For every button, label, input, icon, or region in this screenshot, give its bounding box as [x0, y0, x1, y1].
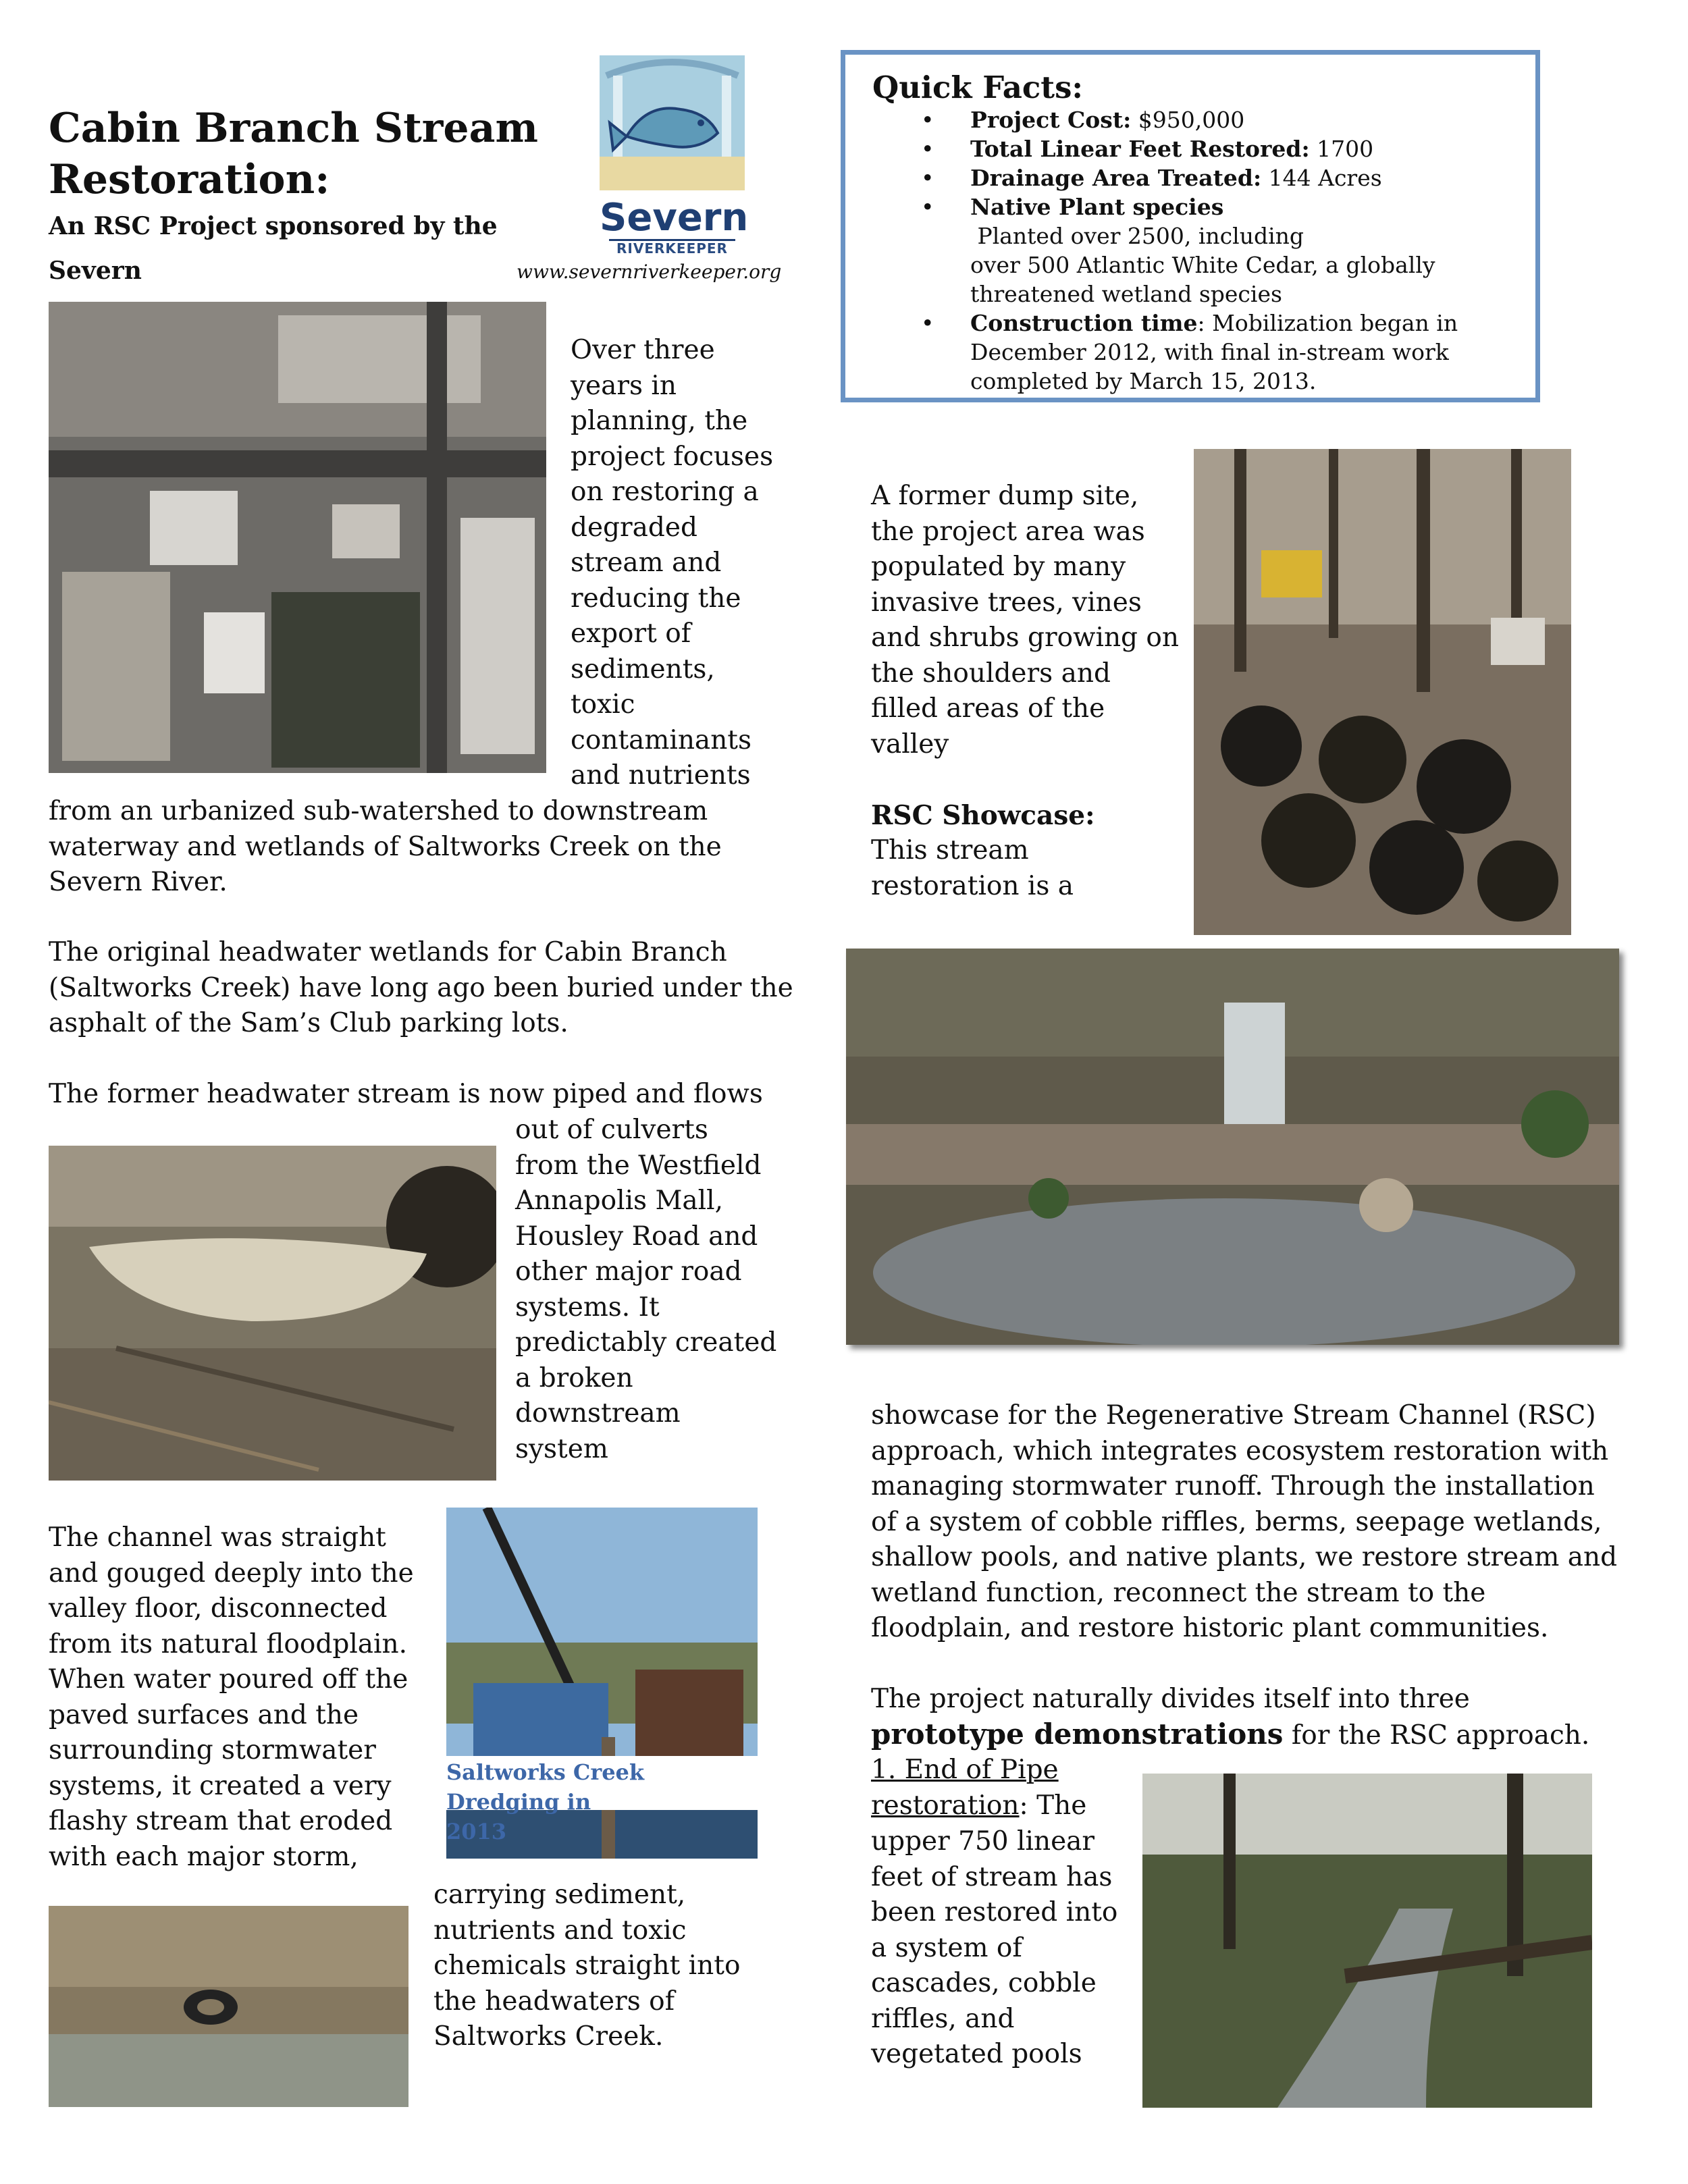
- end-of-pipe-line: vegetated pools: [871, 2039, 1082, 2069]
- channel-paragraph-continued: [433, 1877, 740, 2055]
- bullet-icon: •: [921, 194, 934, 220]
- caption-line: Saltworks Creek Dredging in: [446, 1759, 645, 1815]
- showcase-cont-line: shallow pools, and native plants, we restore stream and: [871, 1542, 1618, 1572]
- end-of-pipe-tail: : The: [1019, 1790, 1087, 1821]
- quick-fact-label: Native Plant species: [970, 194, 1224, 220]
- end-of-pipe-heading: [871, 1753, 1086, 1823]
- quick-facts-title: Quick Facts:: [872, 70, 1084, 105]
- showcase-cont-line: wetland function, reconnect the stream to the: [871, 1577, 1486, 1608]
- subtitle-line-1: An RSC Project sponsored by the Severn: [49, 212, 498, 285]
- bullet-icon: •: [921, 165, 934, 191]
- intro-cont-line: from an urbanized sub-watershed to downstream: [49, 796, 708, 826]
- intro-cont-line: waterway and wetlands of Saltworks Creek on the: [49, 831, 722, 862]
- end-of-pipe-paragraph: [871, 1824, 1117, 2073]
- intro-paragraph-continued: [49, 794, 722, 901]
- channel-line: paved surfaces and the: [49, 1699, 359, 1730]
- piped-stream-line: out of culverts: [515, 1115, 708, 1145]
- dump-site-line: invasive trees, vines: [871, 587, 1142, 618]
- intro-line: contaminants: [571, 724, 751, 755]
- prototype-tail: for the RSC approach.: [1283, 1720, 1590, 1751]
- showcase-cont-line: floodplain, and restore historic plant communities.: [871, 1613, 1549, 1643]
- showcase-cont-line: of a system of cobble riffles, berms, seepage wetlands,: [871, 1506, 1602, 1537]
- restored-stream-photo: [846, 949, 1619, 1345]
- bullet-icon: •: [921, 136, 934, 162]
- quick-fact-value: completed by March 15, 2013.: [970, 368, 1317, 394]
- piped-stream-line: from the Westfield: [515, 1150, 762, 1181]
- intro-line: toxic: [571, 689, 635, 720]
- channel-line: surrounding stormwater: [49, 1735, 376, 1765]
- intro-line: planning, the: [571, 406, 748, 436]
- showcase-cont-line: showcase for the Regenerative Stream Channel (RSC): [871, 1400, 1596, 1431]
- quick-fact-value: $950,000: [1131, 107, 1245, 133]
- severn-riverkeeper-logo: [600, 55, 749, 257]
- dump-site-photo: [1194, 449, 1571, 935]
- dump-site-line: filled areas of the: [871, 693, 1105, 724]
- bullet-icon: •: [921, 310, 934, 336]
- fish-logo-icon: [600, 55, 745, 190]
- channel-line: When water poured off the: [49, 1664, 408, 1695]
- quick-fact-value: December 2012, with final in-stream work: [970, 339, 1449, 365]
- quick-fact-label: Total Linear Feet Restored:: [970, 136, 1310, 162]
- intro-line: on restoring a: [571, 477, 759, 507]
- channel-cont-line: nutrients and toxic: [433, 1915, 687, 1946]
- channel-line: with each major storm,: [49, 1841, 359, 1872]
- channel-line: The channel was straight: [49, 1522, 386, 1553]
- headwater-line: (Saltworks Creek) have long ago been buried under the: [49, 972, 793, 1003]
- piped-stream-paragraph: [515, 1113, 776, 1467]
- channel-cont-line: the headwaters of: [433, 1986, 675, 2017]
- aerial-photo: [49, 302, 546, 773]
- end-of-pipe-line: a system of: [871, 1932, 1022, 1963]
- quick-fact-item: [872, 309, 1535, 396]
- quick-fact-value: Planted over 2500, including: [970, 223, 1304, 249]
- piped-stream-line: systems. It: [515, 1291, 660, 1323]
- intro-line: export of: [571, 618, 691, 649]
- caption-line: 2013: [446, 1819, 507, 1844]
- quick-fact-value: over 500 Atlantic White Cedar, a globally: [970, 252, 1435, 278]
- quick-fact-value: : Mobilization began in: [1197, 310, 1458, 336]
- intro-line: years in: [571, 370, 677, 401]
- intro-line: project focuses: [571, 441, 774, 472]
- prototype-bold: prototype demonstrations: [871, 1717, 1284, 1751]
- prototype-line-1: The project naturally divides itself into three: [871, 1684, 1470, 1714]
- rsc-showcase-intro: [871, 833, 1074, 904]
- intro-line: reducing the: [571, 583, 741, 614]
- quick-fact-value: 1700: [1309, 136, 1374, 162]
- intro-line: and nutrients: [571, 760, 751, 791]
- showcase-cont-line: approach, which integrates ecosystem restoration with: [871, 1435, 1609, 1466]
- dump-site-line: valley: [871, 728, 949, 760]
- showcase-line: restoration is a: [871, 870, 1074, 901]
- dump-site-line: the shoulders and: [871, 658, 1111, 689]
- quick-fact-label: Project Cost:: [970, 107, 1132, 133]
- forest-stream-photo: [1142, 1774, 1592, 2108]
- intro-line: degraded: [571, 512, 697, 543]
- end-of-pipe-line: feet of stream has: [871, 1861, 1113, 1892]
- channel-line: from its natural floodplain.: [49, 1628, 408, 1659]
- quick-facts-list: [872, 105, 1535, 396]
- intro-line: stream and: [571, 548, 722, 578]
- rsc-showcase-heading: RSC Showcase:: [871, 800, 1095, 831]
- dredging-caption: [446, 1756, 758, 1844]
- quick-fact-item: [872, 134, 1535, 163]
- rsc-showcase-paragraph: [871, 1398, 1617, 1647]
- dump-site-line: A former dump site,: [871, 481, 1139, 511]
- piped-stream-first-line: The former headwater stream is now piped and flows: [49, 1079, 763, 1109]
- piped-stream-line: other major road: [515, 1256, 742, 1287]
- end-of-pipe-line: been restored into: [871, 1897, 1118, 1927]
- dump-site-paragraph: [871, 479, 1179, 762]
- channel-cont-line: chemicals straight into: [433, 1950, 741, 1981]
- end-of-pipe-line: cascades, cobble: [871, 1968, 1097, 1998]
- channel-line: flashy stream that eroded: [49, 1806, 393, 1836]
- piped-stream-line: predictably created: [515, 1327, 777, 1358]
- piped-stream-line: system: [515, 1433, 608, 1464]
- end-of-pipe-link-1: 1. End of Pipe: [871, 1755, 1059, 1785]
- quick-fact-item: [872, 105, 1535, 134]
- logo-url: www.severnriverkeeper.org: [517, 261, 782, 283]
- quick-fact-value: 144 Acres: [1261, 165, 1382, 191]
- piped-stream-line: a broken: [515, 1362, 633, 1393]
- dump-site-line: populated by many: [871, 552, 1126, 582]
- logo-name: Severn: [600, 196, 749, 240]
- dump-site-line: the project area was: [871, 516, 1145, 547]
- logo-tagline: RIVERKEEPER: [609, 239, 735, 256]
- quick-fact-item: [872, 192, 1535, 309]
- channel-line: valley floor, disconnected: [49, 1593, 388, 1624]
- dump-site-line: and shrubs growing on: [871, 622, 1180, 653]
- channel-paragraph: [49, 1520, 414, 1875]
- showcase-cont-line: managing stormwater runoff. Through the installation: [871, 1471, 1595, 1501]
- quick-fact-label: Drainage Area Treated:: [970, 165, 1262, 191]
- quick-fact-label: Construction time: [970, 310, 1198, 336]
- channel-line: and gouged deeply into the: [49, 1557, 414, 1589]
- intro-line: sediments,: [571, 654, 715, 685]
- channel-cont-line: carrying sediment,: [433, 1880, 686, 1910]
- piped-stream-line: Annapolis Mall,: [515, 1186, 723, 1216]
- quick-fact-value: threatened wetland species: [970, 281, 1282, 307]
- headwater-line: asphalt of the Sam’s Club parking lots.: [49, 1008, 569, 1038]
- eroded-stream-photo: [49, 1906, 408, 2107]
- showcase-line: This stream: [871, 835, 1029, 865]
- end-of-pipe-line: riffles, and: [871, 2003, 1015, 2034]
- headwater-line: The original headwater wetlands for Cabin Branch: [49, 937, 727, 967]
- headwater-paragraph: [49, 935, 793, 1042]
- piped-stream-line: Housley Road and: [515, 1221, 758, 1252]
- intro-line: Over three: [571, 335, 715, 365]
- quick-fact-item: [872, 163, 1535, 192]
- page-title: Cabin Branch Stream Restoration:: [49, 105, 538, 203]
- culvert-photo: [49, 1146, 496, 1481]
- end-of-pipe-link-2: restoration: [871, 1790, 1020, 1821]
- end-of-pipe-line: upper 750 linear: [871, 1826, 1095, 1857]
- prototype-line-2: [871, 1717, 1589, 1754]
- piped-stream-line: downstream: [515, 1398, 681, 1429]
- intro-cont-line: Severn River.: [49, 867, 228, 897]
- channel-cont-line: Saltworks Creek.: [433, 2021, 664, 2052]
- quick-facts-box: [841, 50, 1540, 402]
- intro-paragraph: [571, 333, 773, 794]
- bullet-icon: •: [921, 107, 934, 133]
- channel-line: systems, it created a very: [49, 1770, 392, 1801]
